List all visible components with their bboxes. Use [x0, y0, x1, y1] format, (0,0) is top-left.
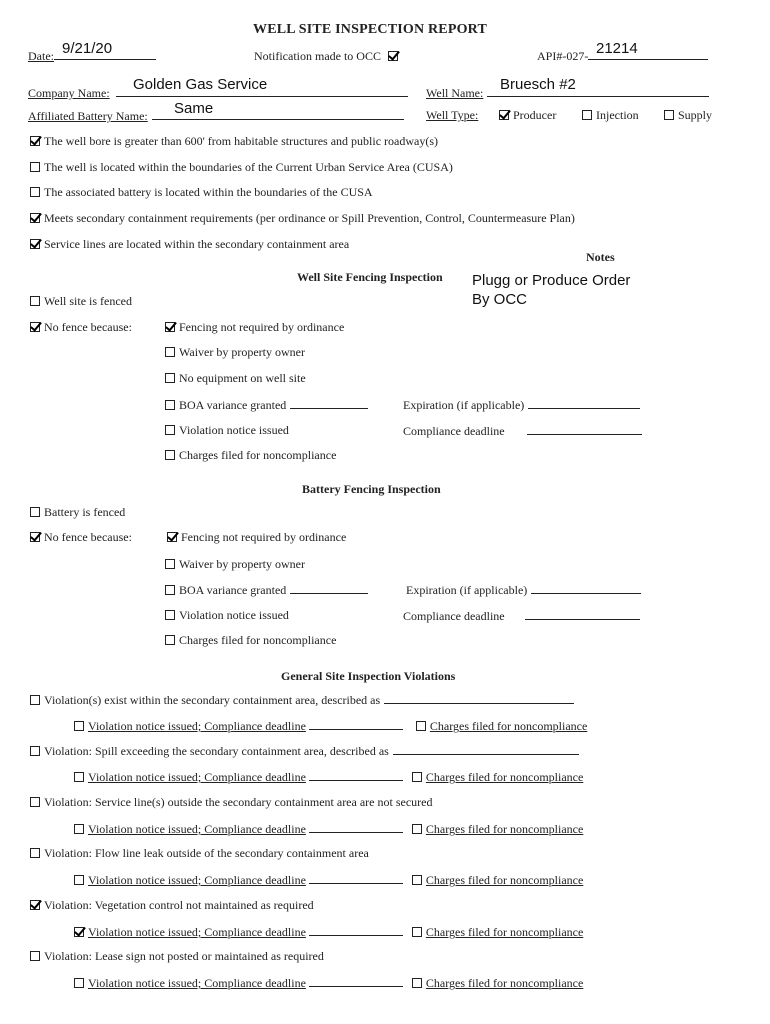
notes-label: Notes	[586, 250, 615, 264]
well-reason-boa[interactable]: BOA variance granted	[165, 397, 368, 413]
battery-fencing-title: Battery Fencing Inspection	[302, 482, 441, 496]
api-value[interactable]: 21214	[596, 40, 638, 57]
violation-spill[interactable]: Violation: Spill exceeding the secondary containment area, described as	[30, 743, 579, 759]
notice-checkbox[interactable]	[74, 824, 84, 834]
reason-checkbox[interactable]	[165, 400, 175, 410]
producer-checkbox[interactable]	[499, 110, 509, 120]
general-violations-title: General Site Inspection Violations	[281, 669, 456, 683]
reason-checkbox[interactable]	[165, 610, 175, 620]
well-type-producer[interactable]: Producer	[499, 108, 556, 123]
well-fenced-checkbox[interactable]	[30, 296, 40, 306]
notice-checkbox[interactable]	[74, 721, 84, 731]
charges-checkbox[interactable]	[412, 824, 422, 834]
reason-checkbox[interactable]	[167, 532, 177, 542]
condition-checkbox[interactable]	[30, 136, 40, 146]
violation-checkbox[interactable]	[30, 848, 40, 858]
notes-line-1[interactable]: Plugg or Produce Order	[472, 272, 631, 289]
battery-reason-ordinance[interactable]: Fencing not required by ordinance	[167, 530, 346, 545]
charges-checkbox[interactable]	[412, 772, 422, 782]
condition-service-lines[interactable]: Service lines are located within the secondary containment area	[30, 237, 349, 252]
violation-5-followup[interactable]: Violation notice issued; Compliance deadline Charges filed for noncompliance	[74, 924, 583, 940]
supply-checkbox[interactable]	[664, 110, 674, 120]
violation-3-followup[interactable]: Violation notice issued; Compliance deadline Charges filed for noncompliance	[74, 821, 583, 837]
violation-2-followup[interactable]: Violation notice issued; Compliance deadline Charges filed for noncompliance	[74, 769, 583, 785]
condition-cusa-well[interactable]: The well is located within the boundaries of the Current Urban Service Area (CUSA)	[30, 160, 453, 175]
company-value[interactable]: Golden Gas Service	[133, 76, 268, 93]
charges-checkbox[interactable]	[412, 927, 422, 937]
reason-checkbox[interactable]	[165, 559, 175, 569]
charges-checkbox[interactable]	[412, 875, 422, 885]
notice-checkbox[interactable]	[74, 772, 84, 782]
date-value[interactable]: 9/21/20	[62, 40, 113, 57]
notes-line-2[interactable]: By OCC	[472, 291, 528, 308]
battery-compliance-field[interactable]: Compliance deadline	[403, 608, 640, 624]
battery-fenced-checkbox[interactable]	[30, 507, 40, 517]
notification-label: Notification made to OCC	[254, 49, 381, 63]
violation-flow-line[interactable]: Violation: Flow line leak outside of the secondary containment area	[30, 846, 369, 861]
well-type-injection[interactable]: Injection	[582, 108, 639, 123]
battery-reason-charges[interactable]: Charges filed for noncompliance	[165, 633, 336, 648]
violation-lease-sign[interactable]: Violation: Lease sign not posted or maintained as required	[30, 949, 324, 964]
reason-checkbox[interactable]	[165, 635, 175, 645]
notification-checkbox[interactable]	[388, 51, 398, 61]
violation-6-followup[interactable]: Violation notice issued; Compliance deadline Charges filed for noncompliance	[74, 975, 583, 991]
condition-checkbox[interactable]	[30, 162, 40, 172]
well-fenced-option[interactable]: Well site is fenced	[30, 294, 132, 309]
violation-service-lines[interactable]: Violation: Service line(s) outside the secondary containment area are not secured	[30, 795, 432, 810]
violation-secondary-containment[interactable]: Violation(s) exist within the secondary containment area, described as	[30, 692, 574, 708]
violation-1-followup[interactable]: Violation notice issued; Compliance deadline Charges filed for noncompliance	[74, 718, 587, 734]
notice-checkbox[interactable]	[74, 978, 84, 988]
company-label: Company Name:	[28, 86, 110, 100]
notice-checkbox[interactable]	[74, 927, 84, 937]
violation-checkbox[interactable]	[30, 746, 40, 756]
well-compliance-field[interactable]: Compliance deadline	[403, 423, 642, 439]
violation-checkbox[interactable]	[30, 900, 40, 910]
reason-checkbox[interactable]	[165, 585, 175, 595]
well-type-label: Well Type:	[426, 108, 479, 122]
charges-checkbox[interactable]	[412, 978, 422, 988]
well-reason-violation-notice[interactable]: Violation notice issued	[165, 423, 289, 438]
battery-value[interactable]: Same	[174, 100, 214, 117]
reason-checkbox[interactable]	[165, 425, 175, 435]
notification-occ[interactable]	[254, 49, 402, 64]
condition-cusa-battery[interactable]: The associated battery is located within the boundaries of the CUSA	[30, 185, 373, 200]
battery-name-field[interactable]	[28, 108, 404, 124]
well-no-fence-option[interactable]: No fence because:	[30, 320, 132, 335]
violation-4-followup[interactable]: Violation notice issued; Compliance deadline Charges filed for noncompliance	[74, 872, 583, 888]
well-reason-no-equipment[interactable]: No equipment on well site	[165, 371, 306, 386]
well-reason-charges[interactable]: Charges filed for noncompliance	[165, 448, 336, 463]
report-title: WELL SITE INSPECTION REPORT	[253, 22, 488, 37]
reason-checkbox[interactable]	[165, 450, 175, 460]
battery-expiration-field[interactable]: Expiration (if applicable)	[406, 582, 641, 598]
api-label: API#-027-	[537, 49, 589, 63]
well-no-fence-checkbox[interactable]	[30, 322, 40, 332]
reason-checkbox[interactable]	[165, 347, 175, 357]
well-name-label: Well Name:	[426, 86, 484, 100]
battery-label: Affiliated Battery Name:	[28, 109, 148, 123]
violation-vegetation[interactable]: Violation: Vegetation control not maintained as required	[30, 898, 314, 913]
battery-fenced-option[interactable]: Battery is fenced	[30, 505, 125, 520]
well-reason-ordinance[interactable]: Fencing not required by ordinance	[165, 320, 344, 335]
notice-checkbox[interactable]	[74, 875, 84, 885]
battery-reason-violation-notice[interactable]: Violation notice issued	[165, 608, 289, 623]
condition-secondary-containment[interactable]: Meets secondary containment requirements (per ordinance or Spill Prevention, Control, Countermeasure Plan)	[30, 211, 575, 226]
battery-reason-boa[interactable]: BOA variance granted	[165, 582, 368, 598]
reason-checkbox[interactable]	[165, 373, 175, 383]
well-name-value[interactable]: Bruesch #2	[500, 76, 576, 93]
violation-checkbox[interactable]	[30, 797, 40, 807]
condition-checkbox[interactable]	[30, 213, 40, 223]
well-fencing-title: Well Site Fencing Inspection	[297, 270, 443, 284]
condition-setback[interactable]: The well bore is greater than 600' from habitable structures and public roadway(s)	[30, 134, 438, 149]
battery-no-fence-option[interactable]: No fence because:	[30, 530, 132, 545]
well-reason-waiver[interactable]: Waiver by property owner	[165, 345, 305, 360]
condition-checkbox[interactable]	[30, 187, 40, 197]
battery-no-fence-checkbox[interactable]	[30, 532, 40, 542]
well-expiration-field[interactable]: Expiration (if applicable)	[403, 397, 640, 413]
injection-checkbox[interactable]	[582, 110, 592, 120]
well-type-supply[interactable]: Supply	[664, 108, 712, 123]
reason-checkbox[interactable]	[165, 322, 175, 332]
violation-checkbox[interactable]	[30, 951, 40, 961]
charges-checkbox[interactable]	[416, 721, 426, 731]
violation-checkbox[interactable]	[30, 695, 40, 705]
condition-checkbox[interactable]	[30, 239, 40, 249]
date-label: Date:	[28, 49, 54, 63]
battery-reason-waiver[interactable]: Waiver by property owner	[165, 557, 305, 572]
